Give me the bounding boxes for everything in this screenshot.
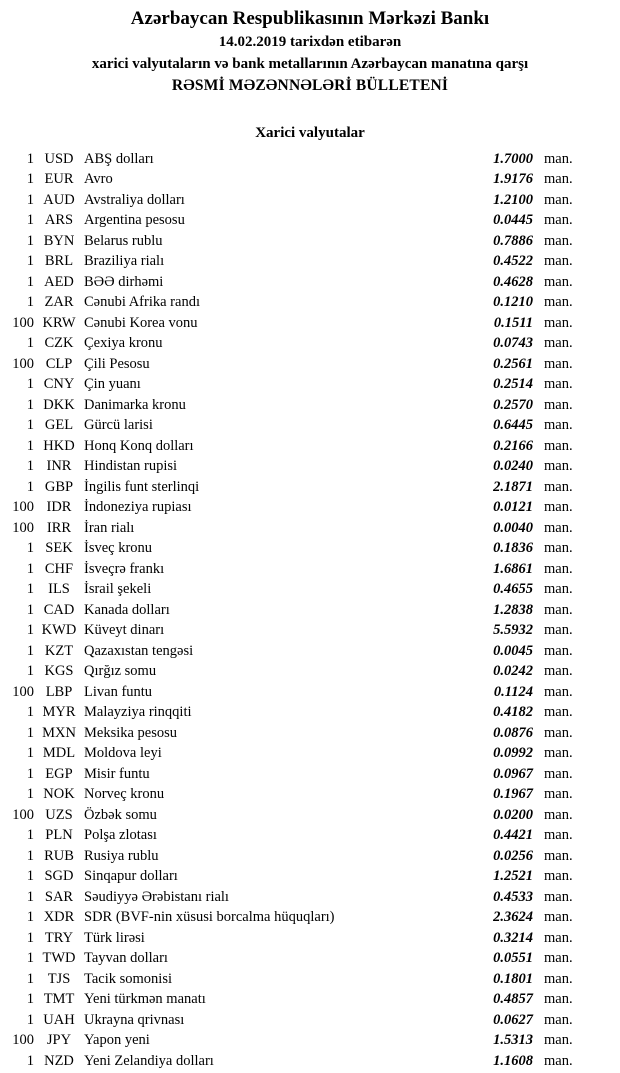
rate-quantity: 1 [26,622,34,639]
rate-quantity: 1 [26,929,34,946]
rate-unit: man. [544,1052,573,1069]
rate-unit: man. [544,294,573,311]
currency-code: MDL [42,745,76,762]
rate-value: 0.0256 [493,847,533,864]
rate-value: 1.2838 [493,601,533,618]
rate-quantity: 1 [26,437,34,454]
rate-unit: man. [544,232,573,249]
currency-code: KZT [44,642,74,659]
currency-code: JPY [46,1032,72,1049]
currency-name: Belarus rublu [84,232,163,249]
rate-unit: man. [544,499,573,516]
rate-unit: man. [544,437,573,454]
rate-unit: man. [544,704,573,721]
rate-value: 1.9176 [493,171,533,188]
rate-row [8,415,577,436]
rate-row [8,436,577,457]
currency-code: KWD [41,622,77,639]
currency-code: SEK [45,540,73,557]
rate-unit: man. [544,376,573,393]
rate-row [8,702,577,723]
rate-row [8,846,577,867]
rate-quantity: 1 [26,171,34,188]
rate-row [8,989,577,1010]
bulletin-header [0,0,620,95]
rate-value: 0.4628 [493,273,533,290]
rate-row [8,579,577,600]
bulletin-subtitle: xarici valyutaların və bank metallarının Azərbaycan manatına qarşı [91,55,529,72]
rate-row [8,333,577,354]
rate-row [8,1051,577,1072]
currency-code: MYR [42,704,76,721]
rate-row [8,948,577,969]
currency-code: BYN [43,232,75,249]
rate-quantity: 100 [12,806,34,823]
rate-unit: man. [544,417,573,434]
rate-value: 0.0121 [493,499,533,516]
currency-name: Rusiya rublu [84,847,159,864]
rate-quantity: 1 [26,396,34,413]
currency-code: UZS [45,806,73,823]
currency-name: Malayziya rinqqiti [84,704,192,721]
rate-unit: man. [544,970,573,987]
currency-code: TWD [42,950,76,967]
rate-row [8,661,577,682]
rate-value: 0.1210 [493,294,533,311]
currency-code: DKK [43,396,75,413]
currency-name: Polşa zlotası [84,827,157,844]
rate-quantity: 1 [26,478,34,495]
rate-quantity: 1 [26,827,34,844]
currency-name: İsveç kronu [84,540,153,557]
rate-quantity: 1 [26,191,34,208]
effective-date-line: 14.02.2019 tarixdən etibarən [218,33,402,50]
rate-quantity: 1 [26,601,34,618]
rate-value: 0.7886 [493,232,533,249]
rate-unit: man. [544,171,573,188]
rate-value: 0.0627 [493,1011,533,1028]
currency-name: Qazaxıstan tengəsi [84,642,194,659]
currency-code: LBP [45,683,73,700]
currency-code: NZD [44,1052,74,1069]
rate-quantity: 1 [26,273,34,290]
currency-code: TMT [43,991,75,1008]
rate-unit: man. [544,478,573,495]
rate-unit: man. [544,540,573,557]
rate-unit: man. [544,991,573,1008]
rate-unit: man. [544,458,573,475]
currency-name: İsveçrə frankı [84,560,165,577]
currency-name: İngilis funt sterlinqi [84,478,200,495]
rate-row [8,210,577,231]
currency-code: CZK [44,335,74,352]
rate-quantity: 1 [26,991,34,1008]
currency-name: Çexiya kronu [84,335,163,352]
rate-value: 0.2514 [493,376,533,393]
rate-row [8,641,577,662]
rate-row [8,149,577,170]
rate-value: 0.4655 [493,581,533,598]
rate-quantity: 1 [26,1052,34,1069]
rate-quantity: 1 [26,294,34,311]
rate-unit: man. [544,683,573,700]
currency-name: Ukrayna qrivnası [84,1011,185,1028]
rate-unit: man. [544,950,573,967]
currency-name: İran rialı [84,519,135,536]
rate-value: 2.1871 [493,478,533,495]
rate-unit: man. [544,888,573,905]
rate-row [8,805,577,826]
currency-code: XDR [43,909,75,926]
rate-quantity: 1 [26,847,34,864]
rate-unit: man. [544,847,573,864]
currency-code: USD [44,150,74,167]
rate-value: 1.2521 [493,868,533,885]
currency-name: Moldova leyi [84,745,162,762]
rate-unit: man. [544,253,573,270]
rate-quantity: 1 [26,909,34,926]
rate-row [8,374,577,395]
rate-row [8,764,577,785]
currency-name: Türk lirəsi [84,929,145,946]
rate-unit: man. [544,724,573,741]
rate-value: 0.3214 [493,929,533,946]
currency-code: SAR [44,888,74,905]
rate-quantity: 1 [26,212,34,229]
rate-value: 0.2166 [493,437,533,454]
rate-value: 0.1801 [493,970,533,987]
rate-quantity: 1 [26,745,34,762]
rate-unit: man. [544,212,573,229]
rate-row [8,169,577,190]
rate-row [8,907,577,928]
rates-table [0,149,620,1072]
rate-unit: man. [544,765,573,782]
rate-quantity: 1 [26,232,34,249]
rate-quantity: 1 [26,663,34,680]
bulletin-name: RƏSMİ MƏZƏNNƏLƏRİ BÜLLETENİ [171,76,449,94]
currency-code: SGD [44,868,74,885]
rate-unit: man. [544,1011,573,1028]
currency-code: ILS [48,581,70,598]
rate-row [8,231,577,252]
currency-name: Hindistan rupisi [84,458,178,475]
rate-row [8,784,577,805]
currency-name: Yeni Zelandiya dolları [84,1052,214,1069]
currency-code: KRW [42,314,76,331]
rate-quantity: 1 [26,540,34,557]
rate-row [8,969,577,990]
rate-row [8,538,577,559]
rate-quantity: 1 [26,765,34,782]
currency-code: BRL [44,253,74,270]
section-title-foreign-currencies: Xarici valyutalar [255,124,365,141]
rate-quantity: 1 [26,458,34,475]
rate-quantity: 1 [26,868,34,885]
currency-name: İsrail şekeli [84,581,152,598]
rate-value: 0.0992 [493,745,533,762]
bank-title: Azərbaycan Respublikasının Mərkəzi Bankı [130,8,490,29]
rate-row [8,600,577,621]
rate-unit: man. [544,663,573,680]
rate-row [8,518,577,539]
currency-name: Səudiyyə Ərəbistanı rialı [84,888,229,905]
currency-name: Özbək somu [84,806,157,823]
currency-name: Yeni türkmən manatı [84,991,206,1008]
rate-value: 0.4421 [493,827,533,844]
rate-value: 0.0876 [493,724,533,741]
currency-code: RUB [44,847,74,864]
rate-unit: man. [544,786,573,803]
rate-value: 0.6445 [493,417,533,434]
rate-value: 2.3624 [493,909,533,926]
currency-name: Avstraliya dolları [84,191,185,208]
currency-code: CNY [43,376,75,393]
currency-code: CHF [44,560,74,577]
rate-quantity: 1 [26,724,34,741]
rate-unit: man. [544,622,573,639]
rate-unit: man. [544,314,573,331]
rate-value: 0.0743 [493,335,533,352]
rate-unit: man. [544,273,573,290]
currency-name: Livan funtu [84,683,153,700]
rate-value: 0.0967 [493,765,533,782]
rate-value: 0.0242 [493,663,533,680]
currency-code: AED [44,273,74,290]
rate-unit: man. [544,1032,573,1049]
currency-name: Sinqapur dolları [84,868,178,885]
rate-quantity: 1 [26,253,34,270]
rate-quantity: 100 [12,314,34,331]
rate-value: 1.5313 [493,1032,533,1049]
rate-value: 0.1124 [493,683,533,700]
rate-quantity: 1 [26,1011,34,1028]
rate-row [8,1010,577,1031]
rate-unit: man. [544,191,573,208]
rate-value: 0.0045 [493,642,533,659]
rate-quantity: 1 [26,888,34,905]
currency-code: PLN [45,827,73,844]
currency-code: ZAR [44,294,74,311]
rate-unit: man. [544,150,573,167]
rate-unit: man. [544,355,573,372]
currency-name: Misir funtu [84,765,150,782]
rate-row [8,497,577,518]
rate-quantity: 1 [26,704,34,721]
rate-row [8,928,577,949]
rate-row [8,395,577,416]
currency-code: UAH [43,1011,75,1028]
currency-code: AUD [43,191,75,208]
rate-row [8,477,577,498]
rate-value: 0.0240 [493,458,533,475]
rate-row [8,313,577,334]
currency-code: GBP [44,478,74,495]
rate-unit: man. [544,642,573,659]
rate-unit: man. [544,560,573,577]
rate-quantity: 100 [12,499,34,516]
currency-name: Cənubi Korea vonu [84,314,198,331]
currency-name: Yapon yeni [84,1032,150,1049]
currency-code: TJS [47,970,71,987]
currency-name: Honq Konq dolları [84,437,194,454]
rate-row [8,190,577,211]
rate-row [8,723,577,744]
currency-name: Cənubi Afrika randı [84,294,200,311]
currency-code: IDR [46,499,72,516]
currency-code: MXN [42,724,76,741]
currency-code: GEL [44,417,74,434]
rate-row [8,743,577,764]
rate-quantity: 1 [26,376,34,393]
currency-code: HKD [43,437,75,454]
rate-value: 0.0551 [493,950,533,967]
rate-quantity: 100 [12,519,34,536]
rate-unit: man. [544,929,573,946]
currency-code: CAD [43,601,75,618]
rate-quantity: 1 [26,786,34,803]
rate-value: 0.0445 [493,212,533,229]
rate-unit: man. [544,868,573,885]
rate-row [8,620,577,641]
currency-name: Avro [84,171,113,188]
rate-row [8,456,577,477]
rate-row [8,292,577,313]
rate-unit: man. [544,519,573,536]
rate-row [8,559,577,580]
rate-row [8,354,577,375]
rate-unit: man. [544,601,573,618]
currency-name: Küveyt dinarı [84,622,165,639]
currency-name: Argentina pesosu [84,212,185,229]
rate-value: 0.2570 [493,396,533,413]
currency-name: BƏƏ dirhəmi [84,273,164,290]
currency-name: Braziliya rialı [84,253,165,270]
currency-name: SDR (BVF-nin xüsusi borcalma hüquqları) [84,909,335,926]
rate-quantity: 1 [26,150,34,167]
rate-row [8,825,577,846]
currency-name: Danimarka kronu [84,396,186,413]
rate-value: 1.6861 [493,560,533,577]
rate-value: 1.1608 [493,1052,533,1069]
rate-value: 0.1967 [493,786,533,803]
currency-code: EGP [45,765,73,782]
currency-name: Kanada dolları [84,601,170,618]
rate-value: 1.7000 [493,150,533,167]
rate-quantity: 100 [12,1032,34,1049]
rate-quantity: 100 [12,683,34,700]
currency-code: INR [46,458,72,475]
rate-row [8,866,577,887]
rate-value: 0.1511 [493,314,533,331]
rate-unit: man. [544,806,573,823]
rate-value: 0.4533 [493,888,533,905]
rate-unit: man. [544,335,573,352]
rate-quantity: 1 [26,581,34,598]
rate-value: 0.4182 [493,704,533,721]
rate-unit: man. [544,581,573,598]
currency-name: Meksika pesosu [84,724,178,741]
currency-code: EUR [44,171,74,188]
rate-value: 0.4522 [493,253,533,270]
currency-name: Qırğız somu [84,663,157,680]
currency-name: Gürcü larisi [84,417,153,434]
rate-quantity: 100 [12,355,34,372]
currency-code: IRR [46,519,72,536]
rate-row [8,272,577,293]
rate-quantity: 1 [26,335,34,352]
currency-code: ARS [44,212,74,229]
rate-value: 1.2100 [493,191,533,208]
currency-code: CLP [45,355,73,372]
currency-name: Norveç kronu [84,786,165,803]
rate-unit: man. [544,827,573,844]
currency-code: TRY [44,929,74,946]
rate-quantity: 1 [26,560,34,577]
rate-row [8,1030,577,1051]
rate-value: 0.2561 [493,355,533,372]
currency-name: İndoneziya rupiası [84,499,192,516]
currency-code: KGS [44,663,74,680]
currency-name: Tacik somonisi [84,970,172,987]
rate-unit: man. [544,745,573,762]
rate-value: 0.4857 [493,991,533,1008]
rate-value: 0.0200 [493,806,533,823]
rate-quantity: 1 [26,642,34,659]
rate-row [8,682,577,703]
rate-quantity: 1 [26,950,34,967]
rate-value: 0.1836 [493,540,533,557]
rate-value: 5.5932 [493,622,533,639]
currency-name: ABŞ dolları [84,150,154,167]
currency-name: Çili Pesosu [84,355,150,372]
currency-code: NOK [43,786,75,803]
currency-name: Tayvan dolları [84,950,168,967]
rate-quantity: 1 [26,417,34,434]
currency-name: Çin yuanı [84,376,141,393]
rate-row [8,887,577,908]
rate-quantity: 1 [26,970,34,987]
rate-row [8,251,577,272]
rate-unit: man. [544,909,573,926]
rate-unit: man. [544,396,573,413]
rate-value: 0.0040 [493,519,533,536]
